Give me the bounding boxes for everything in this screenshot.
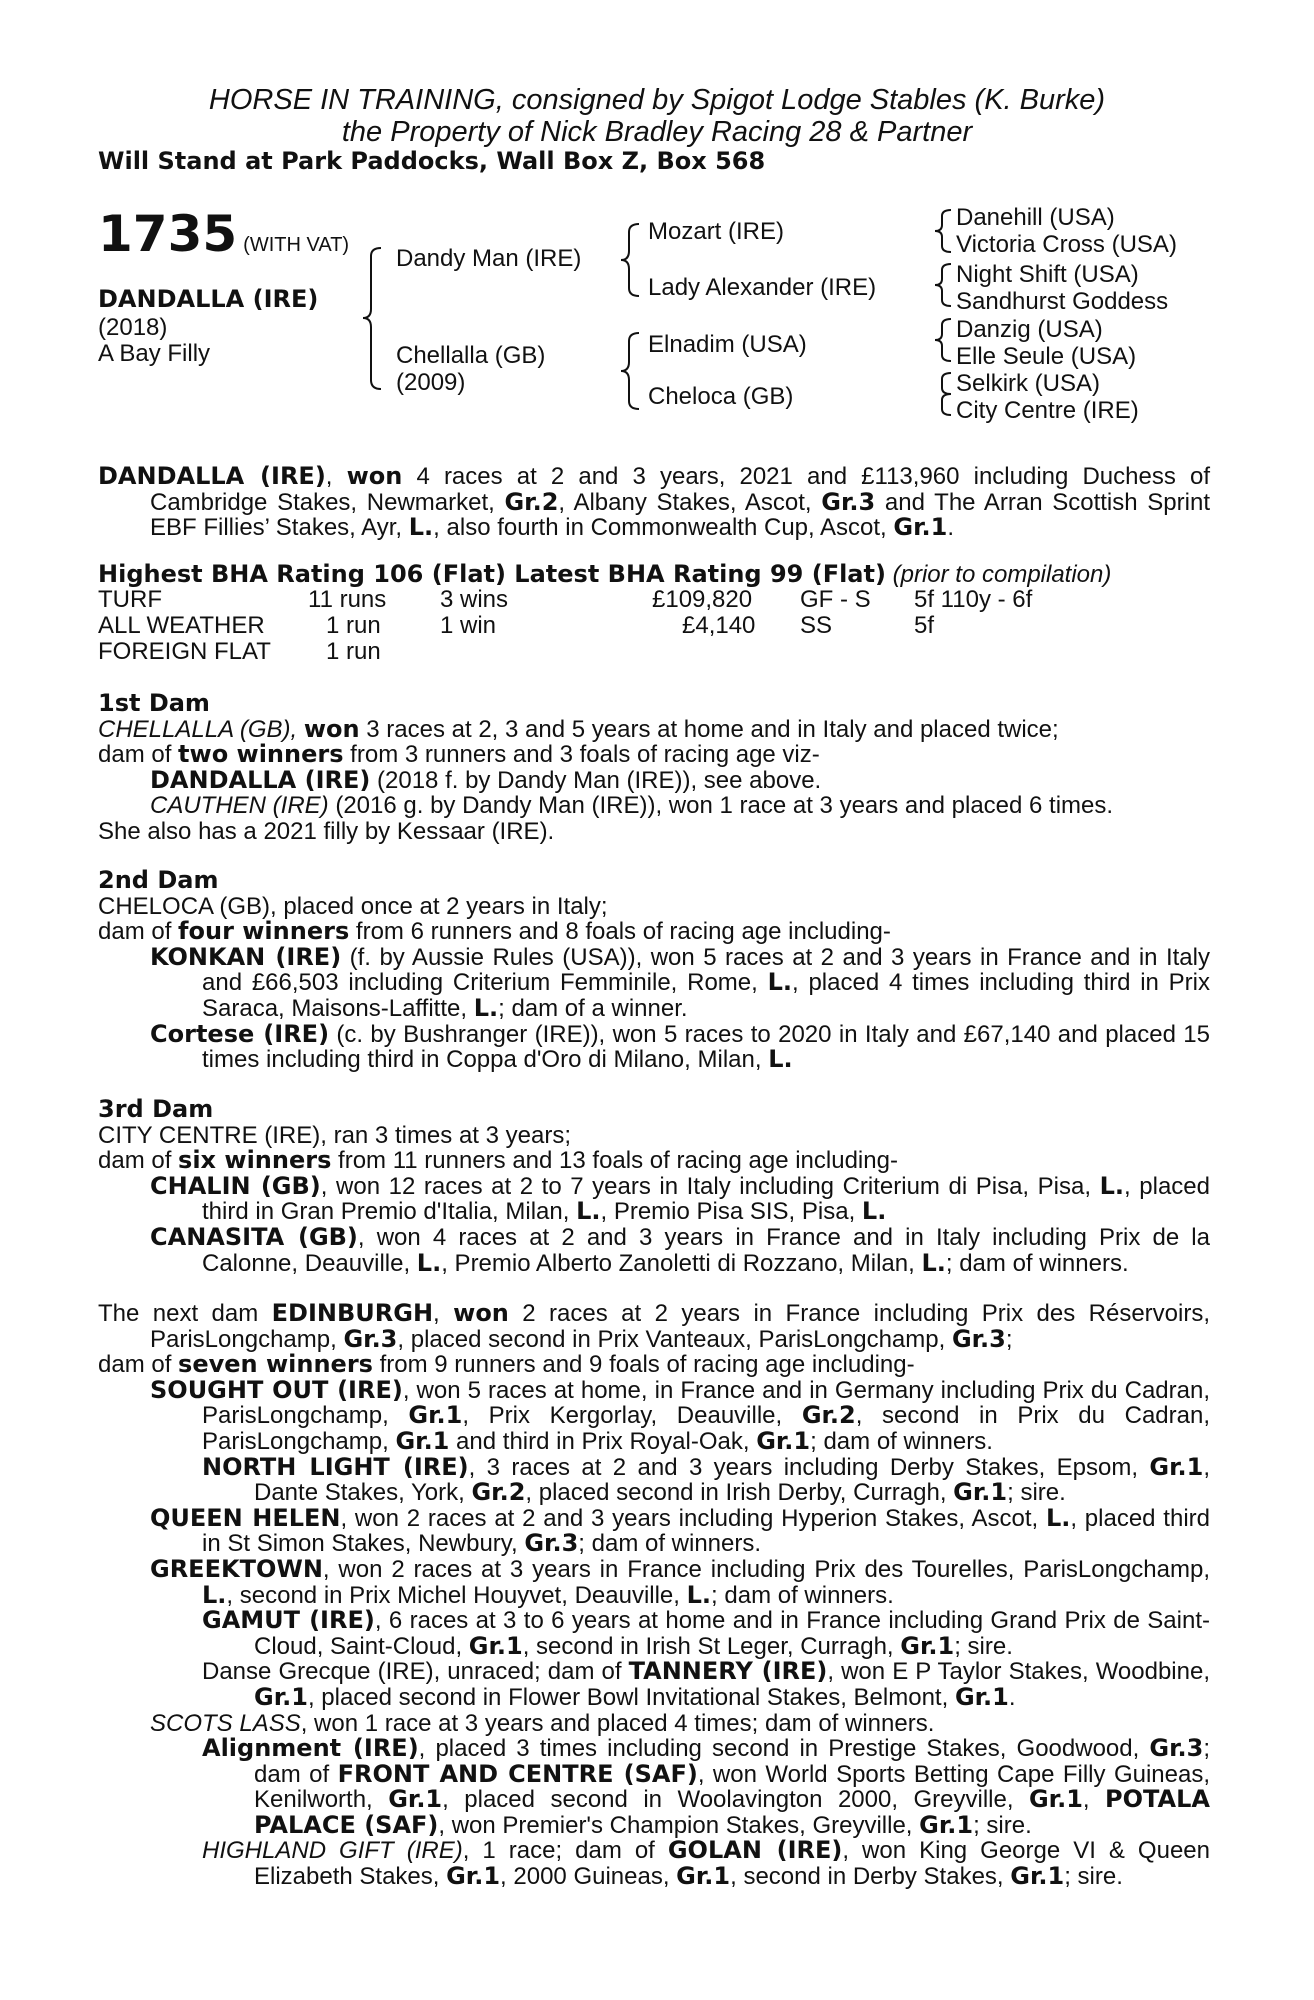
progeny-entry: Danse Grecque (IRE), unraced; dam of TANNERY (IRE), won E P Taylor Stakes, Woodbine, Gr.1, placed second in Flower Bowl Invitational Stakes, Belmont, Gr.1. bbox=[202, 1657, 1210, 1711]
progeny-entry: KONKAN (IRE) (f. by Aussie Rules (USA)), won 5 races at 2 and 3 years in France and in Italy and £66,503 including Criterium Femminile, Rome, L., placed 4 times including third in Prix Saraca, Maisons-Laffitte, L.; dam of a winner. bbox=[150, 942, 1210, 1022]
second-dam-line: CHELOCA (GB), placed once at 2 years in Italy; bbox=[98, 892, 608, 920]
next-dam-section bbox=[98, 1301, 1210, 1890]
third-dam-heading: 3rd Dam bbox=[98, 1095, 214, 1123]
great-grandsire-3: Danzig (USA) bbox=[956, 316, 1103, 343]
dam-dam: Cheloca (GB) bbox=[648, 383, 794, 410]
sire: Dandy Man (IRE) bbox=[396, 245, 582, 272]
rating-distance: 5f 110y - 6f bbox=[914, 586, 1033, 613]
progeny-entry: HIGHLAND GIFT (IRE), 1 race; dam of GOLAN (IRE), won King George VI & Queen Elizabeth Stakes, Gr.1, 2000 Guineas, Gr.1, second in Derby Stakes, Gr.1; sire. bbox=[202, 1836, 1210, 1891]
rating-surface: ALL WEATHER bbox=[98, 612, 265, 639]
rating-surface: FOREIGN FLAT bbox=[98, 638, 271, 665]
race-summary bbox=[98, 464, 1210, 541]
first-dam-note: She also has a 2021 filly by Kessaar (IRE). bbox=[98, 817, 555, 845]
foaling-year: (2018) bbox=[98, 314, 168, 341]
horse-name: DANDALLA (IRE) bbox=[98, 285, 319, 313]
progeny-entry: Alignment (IRE), placed 3 times including second in Prestige Stakes, Goodwood, Gr.3; dam of FRONT AND CENTRE (SAF), won World Sports Betting Cape Filly Guineas, Kenilworth, Gr.1, placed second in Woolavington 2000, Greyville, Gr.1, POTALA PALACE (SAF), won Premier's Champion Stakes, Greyville, Gr.1; sire. bbox=[202, 1734, 1211, 1839]
progeny-entry: CAUTHEN (IRE) (2016 g. by Dandy Man (IRE)), won 1 race at 3 years and placed 6 times. bbox=[150, 792, 1114, 820]
progeny-entry: SCOTS LASS, won 1 race at 3 years and placed 4 times; dam of winners. bbox=[150, 1709, 935, 1737]
rating-going: GF - S bbox=[800, 586, 871, 613]
great-granddam-3: Elle Seule (USA) bbox=[956, 343, 1137, 370]
rating-going: SS bbox=[800, 612, 833, 639]
dam-sire: Elnadim (USA) bbox=[648, 331, 807, 358]
first-dam-section bbox=[98, 691, 1210, 845]
progeny-entry: Cortese (IRE) (c. by Bushranger (IRE)), won 5 races to 2020 in Italy and £67,140 and placed 15 times including third in Coppa d'Oro di Milano, Milan, L. bbox=[150, 1019, 1210, 1074]
next-dam-produce: dam of seven winners from 9 runners and 9 foals of racing age including- bbox=[98, 1350, 915, 1379]
consignor-line: HORSE IN TRAINING, consigned by Spigot Lodge Stables (K. Burke) bbox=[208, 84, 1106, 116]
dam-year: (2009) bbox=[396, 369, 466, 396]
progeny-entry: GAMUT (IRE), 6 races at 3 to 6 years at home and in France including Grand Prix de Saint-Cloud, Saint-Cloud, Gr.1, second in Irish St Leger, Curragh, Gr.1; sire. bbox=[202, 1606, 1210, 1660]
rating-prize: £4,140 bbox=[682, 612, 756, 639]
progeny-entry: QUEEN HELEN, won 2 races at 2 and 3 years including Hyperion Stakes, Ascot, L., placed third in St Simon Stakes, Newbury, Gr.3; dam of winners. bbox=[150, 1503, 1210, 1558]
rating-prize: £109,820 bbox=[652, 586, 753, 613]
great-granddam-1: Victoria Cross (USA) bbox=[956, 231, 1177, 258]
second-dam-section bbox=[98, 868, 1210, 1073]
lot-number: 1735 bbox=[98, 205, 238, 263]
dam: Chellalla (GB) bbox=[396, 342, 546, 369]
third-dam-section bbox=[98, 1097, 1210, 1276]
rating-runs: 11 runs bbox=[308, 586, 387, 613]
next-dam-line: The next dam EDINBURGH, won 2 races at 2 years in France including Prix des Réservoirs, ParisLongchamp, Gr.3, placed second in Prix Vanteaux, ParisLongchamp, Gr.3; bbox=[98, 1299, 1211, 1353]
first-dam-produce: dam of two winners from 3 runners and 3 foals of racing age viz- bbox=[98, 740, 820, 769]
first-dam-heading: 1st Dam bbox=[98, 689, 210, 717]
progeny-entry: NORTH LIGHT (IRE), 3 races at 2 and 3 years including Derby Stakes, Epsom, Gr.1, Dante Stakes, York, Gr.2, placed second in Irish Derby, Curragh, Gr.1; sire. bbox=[202, 1452, 1210, 1507]
progeny-entry: DANDALLA (IRE) (2018 f. by Dandy Man (IRE)), see above. bbox=[150, 765, 822, 794]
horse-description: A Bay Filly bbox=[98, 340, 211, 367]
rating-wins: 3 wins bbox=[440, 586, 509, 613]
sire-sire: Mozart (IRE) bbox=[648, 218, 785, 245]
progeny-entry: SOUGHT OUT (IRE), won 5 races at home, in France and in Germany including Prix du Cadran, ParisLongchamp, Gr.1, Prix Kergorlay, Deauville, Gr.2, second in Prix du Cadran, ParisLongchamp, Gr.1 and third in Prix Royal-Oak, Gr.1; dam of winners. bbox=[150, 1375, 1210, 1455]
property-line: the Property of Nick Bradley Racing 28 & Partner bbox=[341, 116, 973, 148]
great-grandsire-4: Selkirk (USA) bbox=[956, 370, 1101, 397]
summary-paragraph: DANDALLA (IRE), won 4 races at 2 and 3 years, 2021 and £113,960 including Duchess of Cambridge Stakes, Newmarket, Gr.2, Albany Stakes, Ascot, Gr.3 and The Arran Scottish Sprint EBF Fillies’ Stakes, Ayr, L., also fourth in Commonwealth Cup, Ascot, Gr.1. bbox=[98, 462, 1210, 542]
great-grandsire-1: Danehill (USA) bbox=[956, 204, 1115, 231]
great-grandsire-2: Night Shift (USA) bbox=[956, 261, 1139, 288]
first-dam-line: CHELLALLA (GB), won 3 races at 2, 3 and 5 years at home and in Italy and placed twice; bbox=[98, 714, 1059, 743]
rating-wins: 1 win bbox=[440, 612, 497, 639]
rating-runs: 1 run bbox=[326, 612, 381, 639]
great-granddam-2: Sandhurst Goddess bbox=[956, 288, 1169, 315]
third-dam-produce: dam of six winners from 11 runners and 13 foals of racing age including- bbox=[98, 1146, 898, 1175]
great-granddam-4: City Centre (IRE) bbox=[956, 397, 1139, 424]
progeny-entry: CANASITA (GB), won 4 races at 2 and 3 years in France and in Italy including Prix de la Calonne, Deauville, L., Premio Alberto Zanoletti di Rozzano, Milan, L.; dam of winners. bbox=[150, 1222, 1210, 1277]
progeny-entry: CHALIN (GB), won 12 races at 2 to 7 years in Italy including Criterium di Pisa, Pisa, L., placed third in Gran Premio d'Italia, Milan, L., Premio Pisa SIS, Pisa, L. bbox=[150, 1171, 1210, 1226]
second-dam-produce: dam of four winners from 6 runners and 8 foals of racing age including- bbox=[98, 917, 891, 946]
second-dam-heading: 2nd Dam bbox=[98, 866, 219, 894]
vat-note: (WITH VAT) bbox=[243, 234, 350, 256]
progeny-entry: GREEKTOWN, won 2 races at 3 years in France including Prix des Tourelles, ParisLongchamp, L., second in Prix Michel Houyvet, Deauville, L.; dam of winners. bbox=[150, 1554, 1210, 1609]
rating-distance: 5f bbox=[914, 612, 935, 639]
stand-line: Will Stand at Park Paddocks, Wall Box Z, Box 568 bbox=[98, 147, 766, 175]
rating-surface: TURF bbox=[98, 586, 162, 613]
bha-rating-line: Highest BHA Rating 106 (Flat) Latest BHA Rating 99 (Flat) (prior to compilation) bbox=[98, 560, 1112, 588]
rating-runs: 1 run bbox=[326, 638, 381, 665]
sire-dam: Lady Alexander (IRE) bbox=[648, 274, 877, 301]
third-dam-line: CITY CENTRE (IRE), ran 3 times at 3 years; bbox=[98, 1121, 572, 1149]
